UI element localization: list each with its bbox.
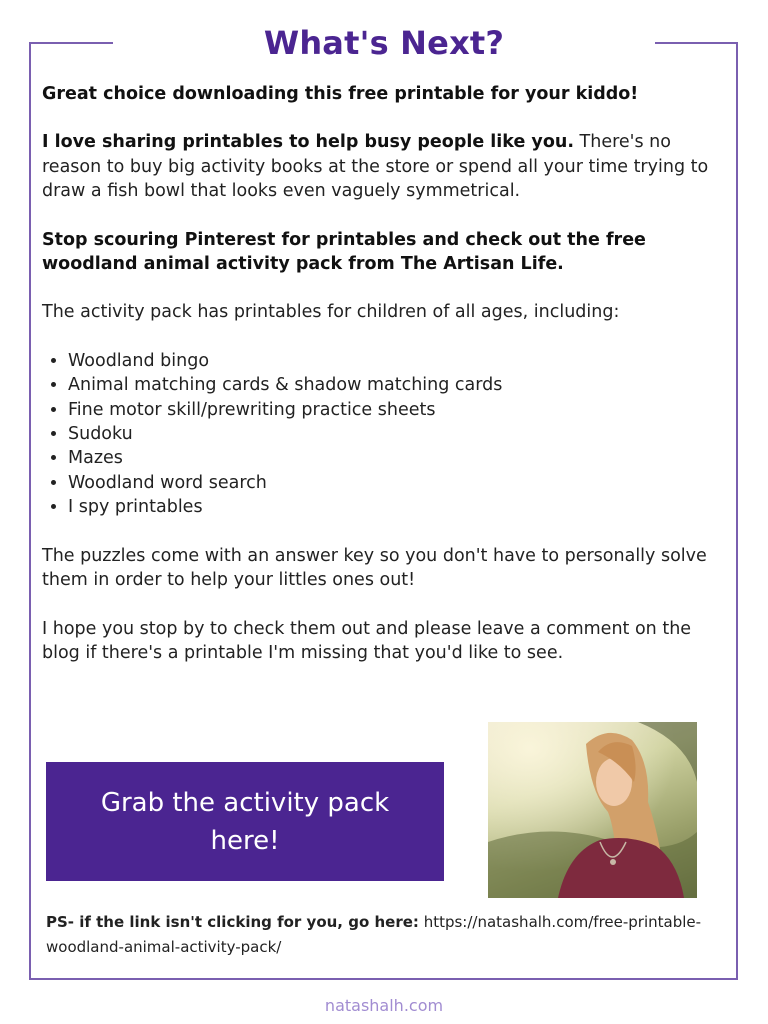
- author-photo: [488, 722, 697, 898]
- list-item: • Sudoku: [68, 422, 732, 446]
- paragraph-hope: I hope you stop by to check them out and please leave a comment on the blog if there's a printable I'm missing that you'd like to see.: [42, 618, 692, 663]
- page-title: What's Next?: [113, 20, 655, 66]
- paragraph-activity-pack: The activity pack has printables for children of all ages, including:: [42, 302, 620, 323]
- ps-note: [46, 910, 706, 960]
- main-content: [42, 82, 732, 689]
- paragraph-answer-key: The puzzles come with an answer key so you don't have to personally solve them in order to help your littles ones out!: [42, 545, 707, 591]
- activity-list: [42, 349, 732, 520]
- paragraph-stop-scouring: Stop scouring Pinterest for printables and check out the free woodland animal activity pack from The Artisan Life.: [42, 229, 646, 275]
- grab-activity-pack-button[interactable]: Grab the activity pack here!: [46, 762, 444, 881]
- ps-label: PS- if the link isn't clicking for you, go here:: [46, 913, 419, 931]
- author-photo-illustration: [488, 722, 697, 898]
- list-item: • I spy printables: [68, 495, 732, 519]
- paragraph-love-sharing: [42, 130, 732, 203]
- list-item: • Woodland word search: [68, 471, 732, 495]
- paragraph-lead: I love sharing printables to help busy people like you.: [42, 132, 574, 153]
- list-item: • Animal matching cards & shadow matching cards: [68, 373, 732, 397]
- ps-link[interactable]: https://natashalh.com/free-printable-woodland-animal-activity-pack/: [46, 913, 702, 956]
- footer-site-name: natashalh.com: [324, 996, 444, 1015]
- list-item: • Woodland bingo: [68, 349, 732, 373]
- paragraph-rest: There's no reason to buy big activity books at the store or spend all your time trying to draw a fish bowl that looks even vaguely symmetrical.: [42, 132, 709, 202]
- intro-text: Great choice downloading this free printable for your kiddo!: [42, 84, 639, 104]
- list-item: • Mazes: [68, 446, 732, 470]
- list-item: • Fine motor skill/prewriting practice sheets: [68, 398, 732, 422]
